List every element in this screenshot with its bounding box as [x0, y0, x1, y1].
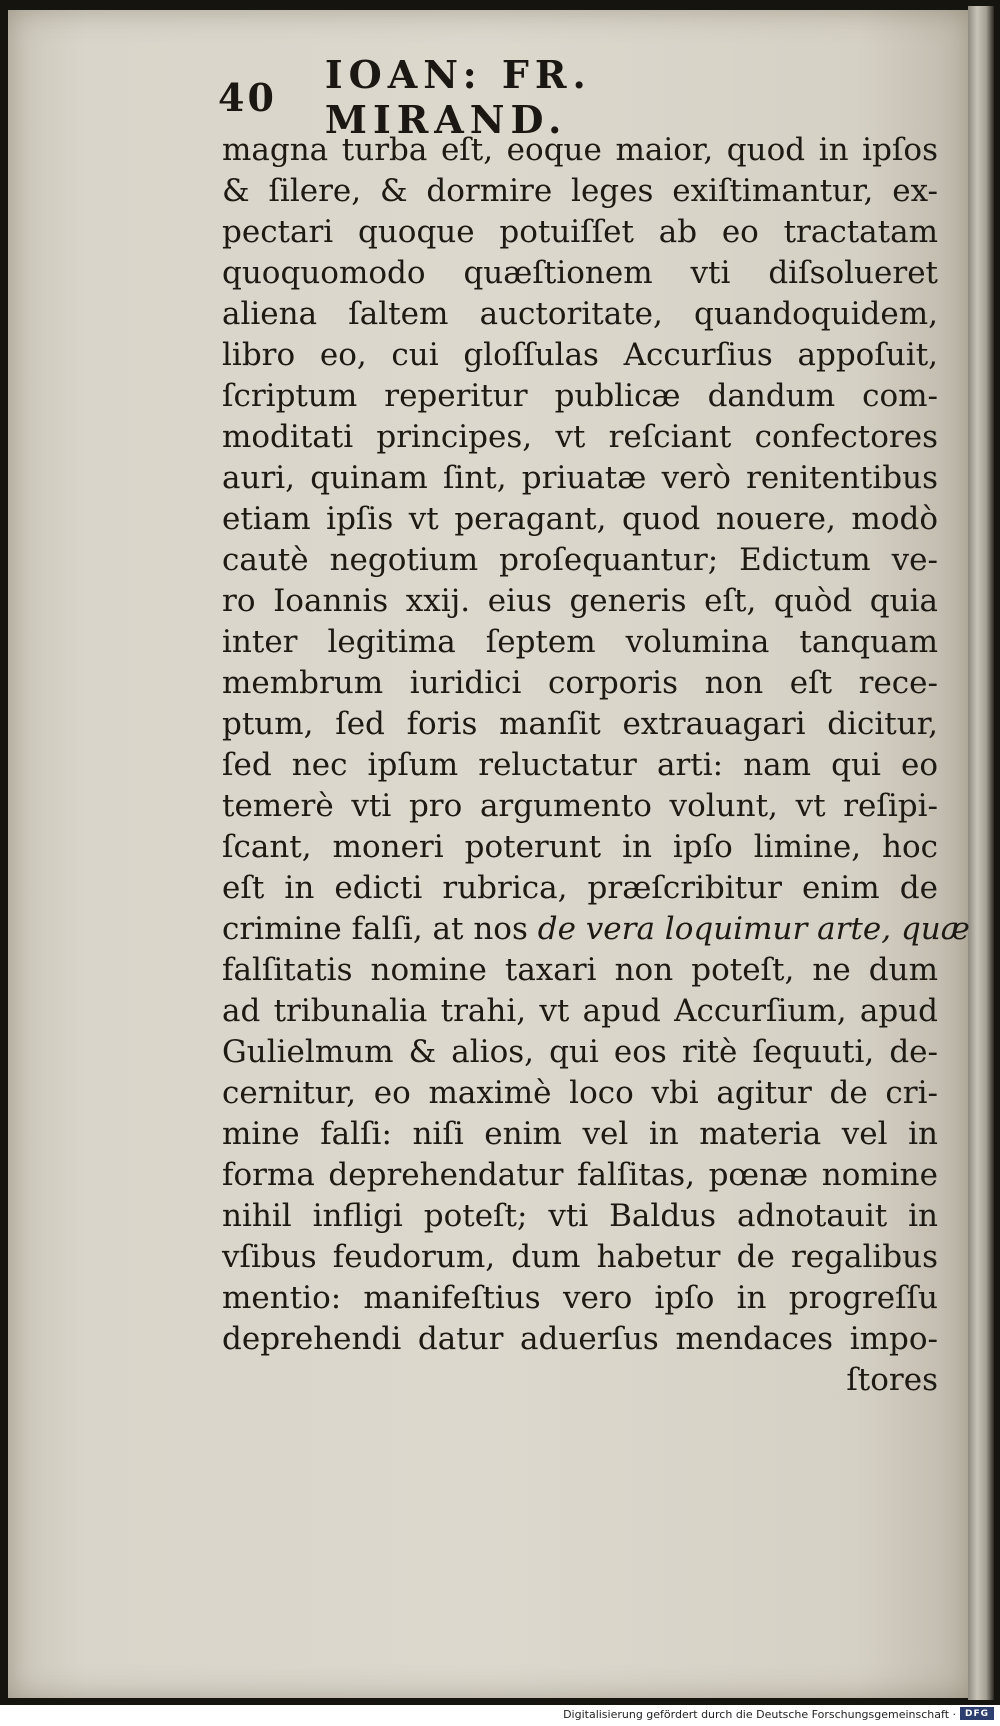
text-line: auri, quinam ſint, priuatæ verò renitentibus — [222, 460, 938, 496]
text-line: pectari quoque potuiſſet ab eo tractatam — [222, 214, 938, 250]
italic-phrase: de vera loquimur arte — [537, 911, 882, 947]
text-line: membrum iuridici corporis non eſt rece- — [222, 665, 938, 701]
text-line: falſitatis nomine taxari non poteſt, ne dum — [222, 952, 938, 988]
catchword: ſtores — [846, 1362, 938, 1398]
text-line: cautè negotium proſequantur; Edictum ve- — [222, 542, 938, 578]
text-line: inter legitima ſeptem volumina tanquam — [222, 624, 938, 660]
text-line: ro Ioannis xxij. eius generis eſt, quòd quia — [222, 583, 938, 619]
body-text — [222, 130, 970, 1401]
text-line: ad tribunalia trahi, vt apud Accurſium, apud — [222, 993, 938, 1029]
text-line: ſcant, moneri poterunt in ipſo limine, hoc — [222, 829, 938, 865]
text-line: libro eo, cui gloſſulas Accurſius appoſuit, — [222, 337, 938, 373]
text-line: forma deprehendatur falſitas, pœnæ nomine — [222, 1157, 938, 1193]
text-line: temerè vti pro argumento volunt, vt reſipi- — [222, 788, 938, 824]
text-line: & ſilere, & dormire leges exiſtimantur, ex- — [222, 173, 938, 209]
text-line: eſt in edicti rubrica, præſcribitur enim de — [222, 870, 938, 906]
running-head — [218, 52, 818, 142]
running-head-title: IOAN: FR. MIRAND. — [324, 52, 592, 142]
page-number: 40 — [218, 74, 277, 120]
text-line: mine falſi: niſi enim vel in materia vel in — [222, 1116, 938, 1152]
text-line: aliena ſaltem auctoritate, quandoquidem, — [222, 296, 938, 332]
text-line: ptum, ſed foris manſit extrauagari dicitur, — [222, 706, 938, 742]
italic-tail: , quæ — [881, 911, 970, 947]
text-line: moditati principes, vt reſciant confectores — [222, 419, 938, 455]
text-line: magna turba eſt, eoque maior, quod in ipſos — [222, 132, 938, 168]
text-line: ſed nec ipſum reluctatur arti: nam qui eo — [222, 747, 938, 783]
dfg-logo: DFG — [960, 1707, 994, 1720]
text-line: mentio: manifeſtius vero ipſo in progreſſu — [222, 1280, 938, 1316]
text-line: vſibus feudorum, dum habetur de regalibus — [222, 1239, 938, 1275]
text-line: cernitur, eo maximè loco vbi agitur de cri- — [222, 1075, 938, 1111]
text-line: deprehendi datur aduerſus mendaces impo- — [222, 1321, 938, 1357]
digitization-credit: Digitalisierung gefördert durch die Deutsche Forschungsgemeinschaft · — [563, 1708, 956, 1721]
text-line: nihil infligi poteſt; vti Baldus adnotauit in — [222, 1198, 938, 1234]
text-line: Gulielmum & alios, qui eos ritè ſequuti, de- — [222, 1034, 938, 1070]
text-line: quoquomodo quæſtionem vti diſsolueret — [222, 255, 938, 291]
text-line: etiam ipſis vt peragant, quod nouere, modò — [222, 501, 938, 537]
text-line-with-italic — [222, 909, 970, 950]
text-segment: crimine falſi, at nos — [222, 911, 528, 947]
page-edge — [968, 6, 994, 1700]
text-line: ſcriptum reperitur publicæ dandum com- — [222, 378, 938, 414]
